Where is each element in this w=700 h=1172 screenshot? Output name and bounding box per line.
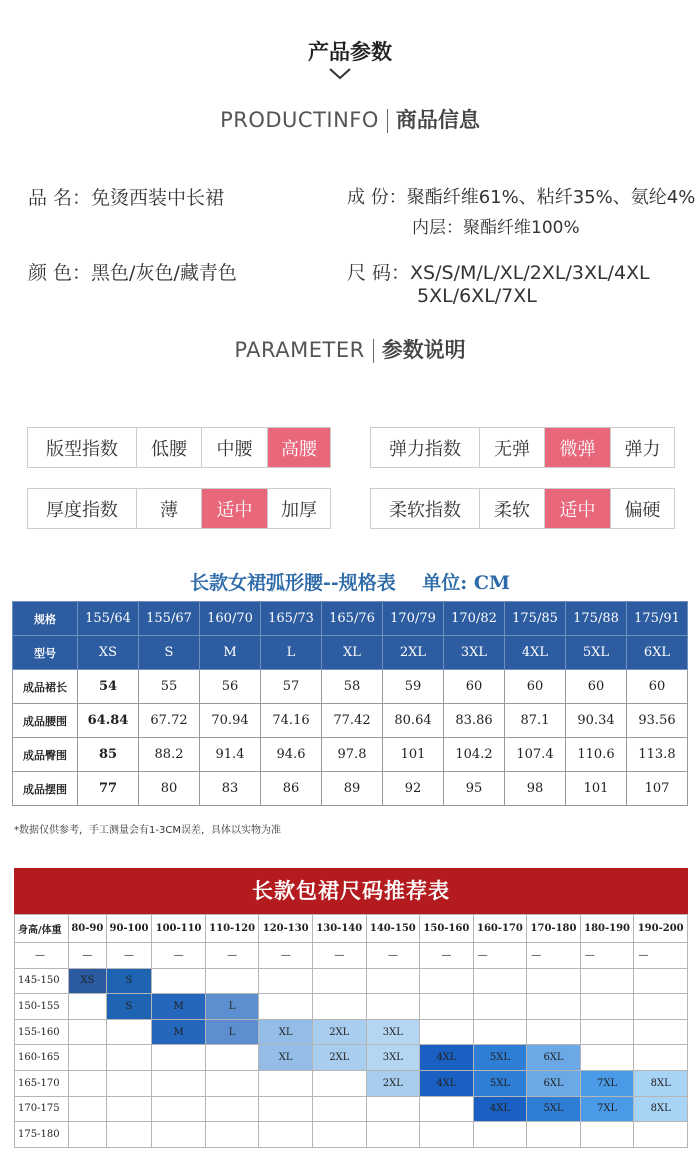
- row-label: 型号: [13, 636, 78, 670]
- size-cell: [152, 1045, 206, 1071]
- size-cell: [69, 1096, 107, 1122]
- size-cell: [527, 1019, 581, 1045]
- weight-header: 190-200: [634, 915, 688, 943]
- size-cell: [152, 968, 206, 994]
- size-cell: [69, 1045, 107, 1071]
- table-cell: 85: [78, 738, 139, 772]
- table-row: [15, 994, 688, 1020]
- table-cell: 95: [444, 772, 505, 806]
- table-cell: 87.1: [505, 704, 566, 738]
- table-row: [15, 1045, 688, 1071]
- recommend-table-title: 长款包裙尺码推荐表: [14, 868, 688, 914]
- size-cell: [106, 1045, 152, 1071]
- param-softness: [370, 488, 675, 529]
- param-option: 加厚: [267, 489, 330, 528]
- size-cell: [420, 1122, 474, 1148]
- size-cell: [420, 1019, 474, 1045]
- table-cell: L: [261, 636, 322, 670]
- table-cell: 101: [566, 772, 627, 806]
- height-label: 175-180: [15, 1122, 69, 1148]
- table-row: [15, 1122, 688, 1148]
- size-cell: [106, 1096, 152, 1122]
- table-cell: 90.34: [566, 704, 627, 738]
- dash-cell: —: [312, 943, 366, 969]
- weight-header: 110-120: [205, 915, 259, 943]
- row-label: 成品摆围: [13, 772, 78, 806]
- table-row: [13, 738, 688, 772]
- size-cell: [580, 968, 634, 994]
- table-cell: 175/88: [566, 602, 627, 636]
- size-cell: [259, 968, 313, 994]
- param-label: 厚度指数: [46, 499, 118, 521]
- table-cell: 70.94: [200, 704, 261, 738]
- table-cell: 92: [383, 772, 444, 806]
- table-cell: 104.2: [444, 738, 505, 772]
- divider: [373, 339, 374, 363]
- size-cell: [473, 968, 527, 994]
- height-label: 165-170: [15, 1070, 69, 1096]
- table-cell: 107: [627, 772, 688, 806]
- table-cell: 175/91: [627, 602, 688, 636]
- table-cell: 4XL: [505, 636, 566, 670]
- size-cell: 2XL: [366, 1070, 420, 1096]
- size-cell: [106, 1019, 152, 1045]
- table-row: [13, 670, 688, 704]
- size-cell: 2XL: [312, 1045, 366, 1071]
- weight-header: 130-140: [312, 915, 366, 943]
- size-cell: 5XL: [473, 1045, 527, 1071]
- productinfo-cn: 商品信息: [395, 108, 480, 132]
- table-row: [15, 968, 688, 994]
- table-cell: 110.6: [566, 738, 627, 772]
- table-cell: 3XL: [444, 636, 505, 670]
- table-cell: 107.4: [505, 738, 566, 772]
- table-cell: 60: [444, 670, 505, 704]
- table-cell: 86: [261, 772, 322, 806]
- chevron-down-icon: [328, 67, 352, 81]
- param-option: 偏硬: [610, 489, 674, 528]
- table-cell: 80: [139, 772, 200, 806]
- weight-header: 160-170: [473, 915, 527, 943]
- table-cell: S: [139, 636, 200, 670]
- size-cell: 8XL: [634, 1070, 688, 1096]
- table-cell: 58: [322, 670, 383, 704]
- height-label: 150-155: [15, 994, 69, 1020]
- param-option-selected: 高腰: [267, 428, 330, 467]
- table-cell: 160/70: [200, 602, 261, 636]
- size-cell: [634, 1045, 688, 1071]
- spec-table-title: 长款女裙弧形腰--规格表 单位: CM: [189, 572, 510, 594]
- parameter-en: PARAMETER: [234, 338, 365, 362]
- height-label: 170-175: [15, 1096, 69, 1122]
- table-cell: 94.6: [261, 738, 322, 772]
- table-cell: 91.4: [200, 738, 261, 772]
- size-line-2: 5XL/6XL/7XL: [417, 285, 537, 307]
- size-cell: [580, 994, 634, 1020]
- size-cell: [473, 1122, 527, 1148]
- table-cell: 59: [383, 670, 444, 704]
- table-cell: 2XL: [383, 636, 444, 670]
- table-cell: XL: [322, 636, 383, 670]
- table-cell: 60: [627, 670, 688, 704]
- weight-header: 180-190: [580, 915, 634, 943]
- table-cell: 113.8: [627, 738, 688, 772]
- size-line-1: 尺 码：XS/S/M/L/XL/2XL/3XL/4XL: [347, 262, 650, 284]
- table-cell: 64.84: [78, 704, 139, 738]
- table-cell: 88.2: [139, 738, 200, 772]
- table-row: [15, 1070, 688, 1096]
- height-label: 160-165: [15, 1045, 69, 1071]
- dash-cell: —: [69, 943, 107, 969]
- table-cell: M: [200, 636, 261, 670]
- table-cell: 74.16: [261, 704, 322, 738]
- dash-cell: —: [259, 943, 313, 969]
- table-row: [13, 772, 688, 806]
- table-cell: 77: [78, 772, 139, 806]
- size-cell: [366, 1096, 420, 1122]
- size-cell: [259, 994, 313, 1020]
- size-cell: [366, 1122, 420, 1148]
- size-cell: [259, 1070, 313, 1096]
- table-cell: 98: [505, 772, 566, 806]
- table-cell: 97.8: [322, 738, 383, 772]
- table-cell: 165/76: [322, 602, 383, 636]
- dash-cell: —: [473, 943, 527, 969]
- height-label: 155-160: [15, 1019, 69, 1045]
- weight-header: 90-100: [106, 915, 152, 943]
- weight-header: 140-150: [366, 915, 420, 943]
- size-cell: [312, 1122, 366, 1148]
- table-cell: 101: [383, 738, 444, 772]
- size-cell: S: [106, 994, 152, 1020]
- productinfo-en: PRODUCTINFO: [220, 108, 379, 132]
- recommend-table: [14, 914, 688, 1148]
- size-cell: [473, 1019, 527, 1045]
- size-cell: [152, 1122, 206, 1148]
- size-cell: 6XL: [527, 1045, 581, 1071]
- size-cell: [205, 1045, 259, 1071]
- table-cell: 55: [139, 670, 200, 704]
- dash-cell: —: [634, 943, 688, 969]
- size-cell: [152, 1096, 206, 1122]
- material-line-1: 成 份：聚酯纤维61%、粘纤35%、氨纶4%: [347, 187, 696, 208]
- dash-cell: —: [580, 943, 634, 969]
- param-label: 版型指数: [46, 438, 118, 460]
- measurement-note: *数据仅供参考，手工测量会有1-3CM误差，具体以实物为准: [14, 825, 281, 836]
- size-cell: [580, 1045, 634, 1071]
- weight-header: 150-160: [420, 915, 474, 943]
- weight-header: 170-180: [527, 915, 581, 943]
- size-cell: [634, 1122, 688, 1148]
- table-header-row: [15, 915, 688, 943]
- size-cell: [69, 994, 107, 1020]
- dash-cell: —: [366, 943, 420, 969]
- param-option: 低腰: [136, 428, 201, 467]
- height-label: 145-150: [15, 968, 69, 994]
- table-cell: 6XL: [627, 636, 688, 670]
- size-cell: XS: [69, 968, 107, 994]
- dash-cell: —: [15, 943, 69, 969]
- size-cell: [69, 1019, 107, 1045]
- size-cell: [473, 994, 527, 1020]
- dash-cell: —: [106, 943, 152, 969]
- size-cell: [580, 1019, 634, 1045]
- product-colors: 颜 色：黑色/灰色/藏青色: [28, 262, 237, 284]
- param-option: 柔软: [479, 489, 544, 528]
- table-cell: XS: [78, 636, 139, 670]
- parameter-heading: [0, 334, 700, 364]
- size-cell: 7XL: [580, 1070, 634, 1096]
- table-row: [13, 704, 688, 738]
- param-option-selected: 微弹: [544, 428, 610, 467]
- size-cell: S: [106, 968, 152, 994]
- table-cell: 175/85: [505, 602, 566, 636]
- param-option: 中腰: [201, 428, 267, 467]
- size-cell: [106, 1070, 152, 1096]
- size-cell: 3XL: [366, 1019, 420, 1045]
- section-title: 产品参数: [308, 40, 392, 64]
- table-cell: 170/79: [383, 602, 444, 636]
- size-cell: XL: [259, 1045, 313, 1071]
- table-cell: 83.86: [444, 704, 505, 738]
- table-row: [13, 602, 688, 636]
- size-cell: 4XL: [420, 1070, 474, 1096]
- size-cell: [69, 1070, 107, 1096]
- param-option-selected: 适中: [544, 489, 610, 528]
- size-cell: 4XL: [420, 1045, 474, 1071]
- table-cell: 57: [261, 670, 322, 704]
- size-cell: 6XL: [527, 1070, 581, 1096]
- table-row: [15, 1019, 688, 1045]
- size-cell: 2XL: [312, 1019, 366, 1045]
- size-cell: M: [152, 1019, 206, 1045]
- row-label: 成品臀围: [13, 738, 78, 772]
- size-cell: [312, 1096, 366, 1122]
- dash-cell: —: [152, 943, 206, 969]
- size-cell: [634, 1019, 688, 1045]
- row-label: 成品裙长: [13, 670, 78, 704]
- divider: [387, 109, 388, 133]
- size-cell: [106, 1122, 152, 1148]
- param-fit: [27, 427, 331, 468]
- size-cell: [152, 1070, 206, 1096]
- table-cell: 165/73: [261, 602, 322, 636]
- parameter-cn: 参数说明: [381, 338, 466, 362]
- param-label: 柔软指数: [389, 499, 461, 521]
- table-cell: 155/64: [78, 602, 139, 636]
- table-row: [13, 636, 688, 670]
- size-cell: L: [205, 1019, 259, 1045]
- table-cell: 60: [566, 670, 627, 704]
- size-cell: [634, 994, 688, 1020]
- size-cell: [580, 1122, 634, 1148]
- dash-cell: —: [527, 943, 581, 969]
- param-label: 弹力指数: [389, 438, 461, 460]
- table-cell: 155/67: [139, 602, 200, 636]
- size-cell: [420, 1096, 474, 1122]
- table-cell: 67.72: [139, 704, 200, 738]
- param-option: 无弹: [479, 428, 544, 467]
- param-elasticity: [370, 427, 675, 468]
- param-option: 弹力: [610, 428, 674, 467]
- size-cell: 7XL: [580, 1096, 634, 1122]
- size-cell: [205, 1070, 259, 1096]
- param-thickness: [27, 488, 331, 529]
- size-cell: [420, 994, 474, 1020]
- weight-header: 100-110: [152, 915, 206, 943]
- size-cell: [69, 1122, 107, 1148]
- table-cell: 170/82: [444, 602, 505, 636]
- weight-header: 80-90: [69, 915, 107, 943]
- size-cell: 5XL: [473, 1070, 527, 1096]
- size-cell: 3XL: [366, 1045, 420, 1071]
- size-cell: [259, 1122, 313, 1148]
- spec-table: [12, 601, 688, 806]
- table-cell: 77.42: [322, 704, 383, 738]
- table-cell: 83: [200, 772, 261, 806]
- productinfo-heading: [0, 104, 700, 134]
- size-cell: [205, 1122, 259, 1148]
- size-cell: [259, 1096, 313, 1122]
- dash-row: [15, 943, 688, 969]
- size-cell: L: [205, 994, 259, 1020]
- row-label: 成品腰围: [13, 704, 78, 738]
- table-cell: 60: [505, 670, 566, 704]
- param-option-selected: 适中: [201, 489, 267, 528]
- size-cell: 4XL: [473, 1096, 527, 1122]
- table-cell: 80.64: [383, 704, 444, 738]
- dash-cell: —: [420, 943, 474, 969]
- size-cell: [312, 994, 366, 1020]
- row-label: 规格: [13, 602, 78, 636]
- size-cell: [527, 968, 581, 994]
- material-line-2: 内层：聚酯纤维100%: [412, 218, 580, 238]
- table-cell: 93.56: [627, 704, 688, 738]
- size-cell: [366, 968, 420, 994]
- param-option: 薄: [136, 489, 201, 528]
- size-cell: [634, 968, 688, 994]
- size-cell: 5XL: [527, 1096, 581, 1122]
- table-row: [15, 1096, 688, 1122]
- size-cell: M: [152, 994, 206, 1020]
- table-cell: 54: [78, 670, 139, 704]
- table-cell: 5XL: [566, 636, 627, 670]
- size-cell: [527, 1122, 581, 1148]
- size-cell: [366, 994, 420, 1020]
- size-cell: [205, 1096, 259, 1122]
- size-cell: [205, 968, 259, 994]
- size-cell: [527, 994, 581, 1020]
- weight-header: 120-130: [259, 915, 313, 943]
- product-name: 品 名：免烫西装中长裙: [28, 187, 225, 209]
- size-cell: 8XL: [634, 1096, 688, 1122]
- size-cell: [312, 1070, 366, 1096]
- size-cell: [312, 968, 366, 994]
- size-cell: XL: [259, 1019, 313, 1045]
- size-cell: [420, 968, 474, 994]
- corner-label: 身高/体重: [15, 915, 69, 943]
- dash-cell: —: [205, 943, 259, 969]
- table-cell: 56: [200, 670, 261, 704]
- table-cell: 89: [322, 772, 383, 806]
